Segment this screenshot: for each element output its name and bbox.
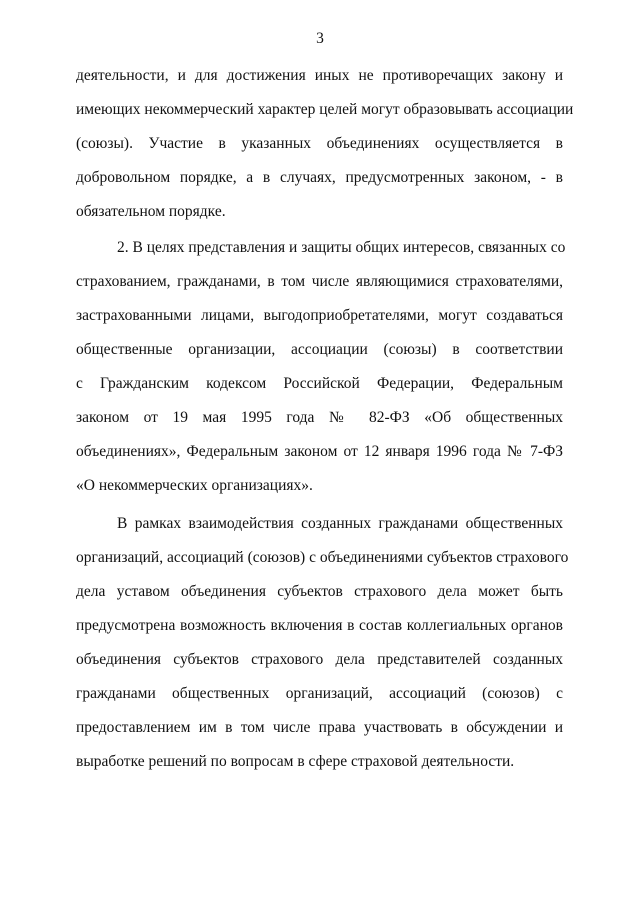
paragraph-line: объединения субъектов страхового дела представителей созданных [76,651,563,668]
paragraph-line: организаций, ассоциаций (союзов) с объединениями субъектов страхового [76,549,569,566]
paragraph-2 [76,231,566,503]
paragraph-line: застрахованными лицами, выгодоприобретателями, могут создаваться [76,307,563,324]
paragraph-line: дела уставом объединения субъектов страхового дела может быть [76,583,563,600]
page-number: 3 [316,30,324,47]
paragraph-line: общественные организации, ассоциации (союзы) в соответствии [76,341,563,358]
paragraph-line: имеющих некоммерческий характер целей могут образовывать ассоциации [76,101,574,118]
paragraph-line: добровольном порядке, а в случаях, предусмотренных законом, - в [76,169,563,186]
paragraph-3 [76,507,569,779]
paragraph-line: выработке решений по вопросам в сфере страховой деятельности. [76,753,515,770]
paragraph-line: с Гражданским кодексом Российской Федерации, Федеральным [76,375,563,392]
paragraph-line: обязательном порядке. [76,203,226,220]
paragraph-1 [76,59,574,229]
paragraph-line: В рамках взаимодействия созданных гражданами общественных [117,515,563,532]
paragraph-line: гражданами общественных организаций, ассоциаций (союзов) с [76,685,563,702]
paragraph-line: предоставлением им в том числе права участвовать в обсуждении и [76,719,563,736]
paragraph-line: (союзы). Участие в указанных объединениях осуществляется в [76,135,563,152]
paragraph-line: 2. В целях представления и защиты общих интересов, связанных со [117,239,566,256]
paragraph-line: объединениях», Федеральным законом от 12 января 1996 года № 7-ФЗ [76,443,563,460]
paragraph-line: деятельности, и для достижения иных не противоречащих закону и [76,67,563,84]
paragraph-line: предусмотрена возможность включения в состав коллегиальных органов [76,617,563,634]
paragraph-line: законом от 19 мая 1995 года № 82-ФЗ «Об общественных [76,409,563,426]
paragraph-line: страхованием, гражданами, в том числе являющимися страхователями, [76,273,563,290]
paragraph-line: «О некоммерческих организациях». [76,477,313,494]
